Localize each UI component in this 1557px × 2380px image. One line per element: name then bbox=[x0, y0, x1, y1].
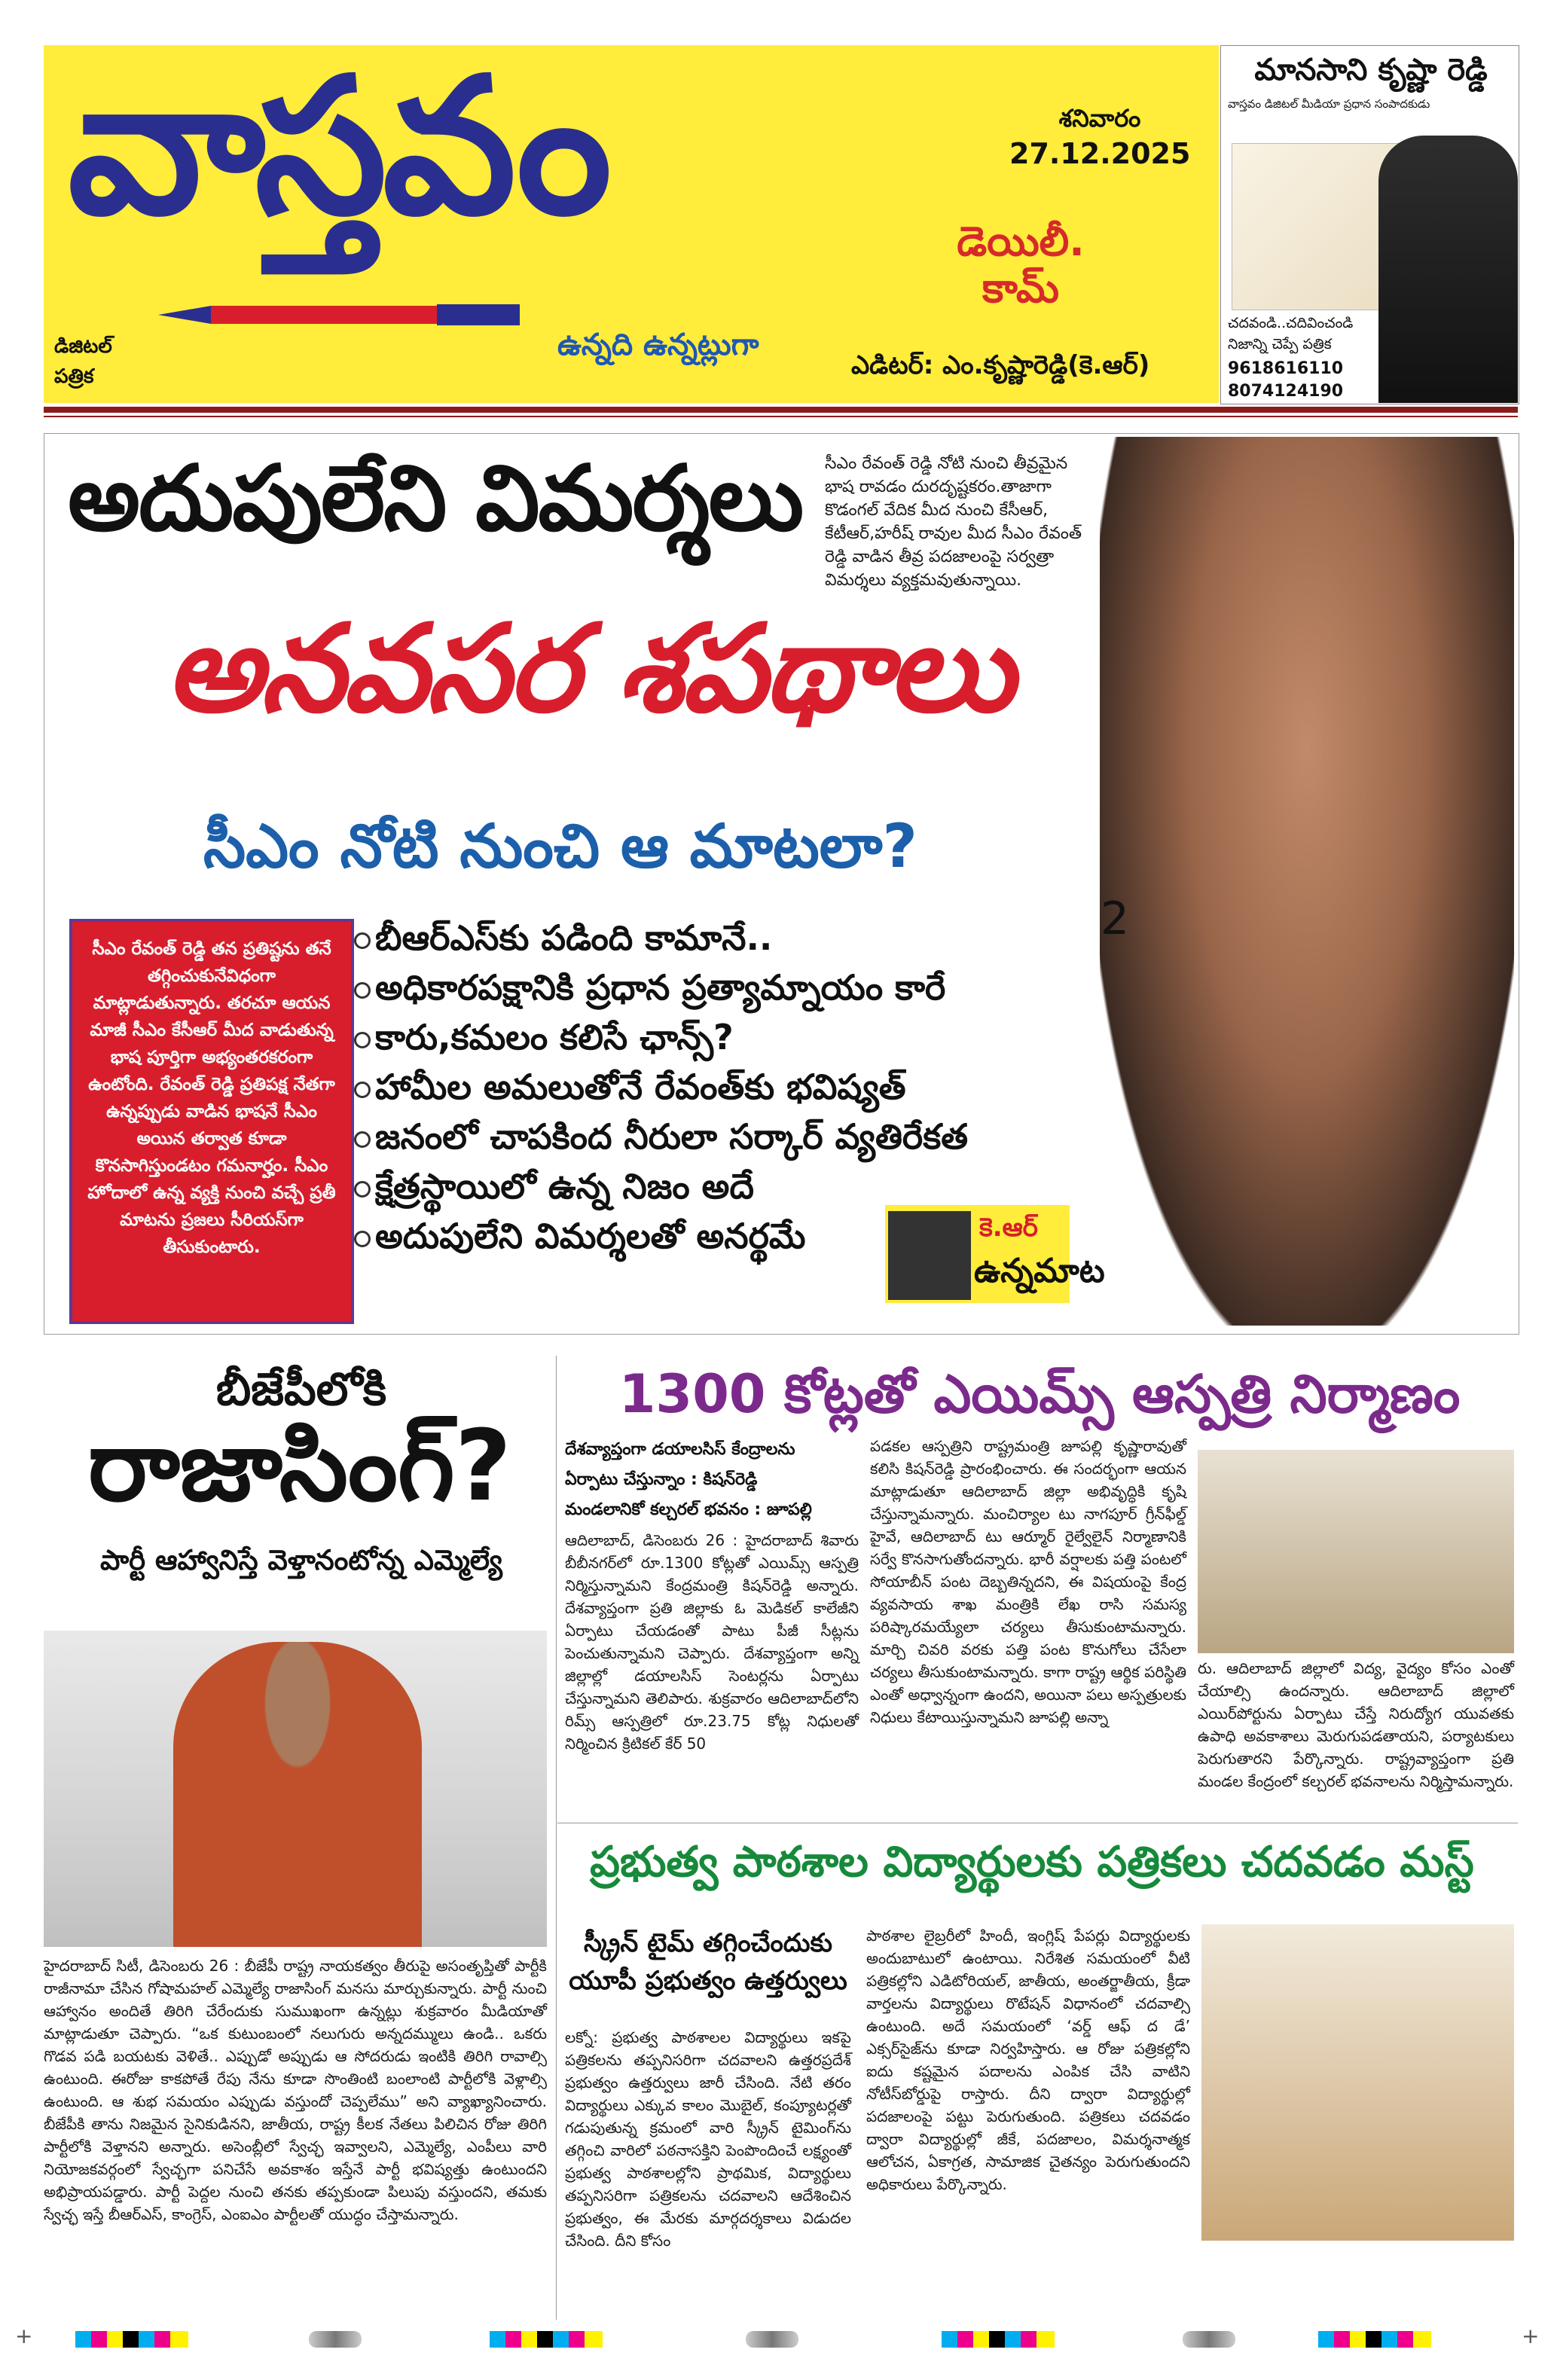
bullet-item: అధికారపక్షానికి ప్రధాన ప్రత్యామ్నాయం కారే bbox=[354, 965, 1183, 1010]
education-body-col2: పాఠశాల లైబ్రరీలో హిందీ, ఇంగ్లిష్ పేపర్లు విద్యార్థులకు అందుబాటులో ఉంటాయి. నిరేశిత సమయంలో వీటి పత్రికల్లోని ఎడిటోరియల్, జాతీయ, అంతర్జాతీయ, క్రీడా వార్తలను విద్యార్థులు రొటేషన్ విధానంలో చదవాల్సి ఉంటుంది. అదే సమయంలో ‘వర్డ్ ఆఫ్ ద డే’ ఎక్సర్‌సైజ్‌ను కూడా నిర్వహిస్తారు. ఆ రోజు పత్రికల్లోని ఐదు కష్టమైన పదాలను ఎంపిక చేసి వాటిని నోటీస్‌బోర్డుపై రాస్తారు. దీని ద్వారా విద్యార్థుల్లో పదజాలంపై పట్టు పెరుగుతుంది. పత్రికలు చదవడం ద్వారా విద్యార్థుల్లో జీకే, పదజాలం, విమర్శనాత్మక ఆలోచన, ఏకాగ్రత, సామాజిక చైతన్యం పెరుగుతుందని అధికారులు పేర్కొన్నారు. bbox=[866, 1927, 1190, 2193]
daily-label: డెయిలీ. కామ్ bbox=[957, 218, 1085, 312]
gray-bar bbox=[1183, 2331, 1235, 2348]
lead-headline-3: సీఎం నోటి నుంచి ఆ మాటలా? bbox=[203, 811, 917, 881]
masthead-rule bbox=[44, 407, 1518, 413]
aiims-body-col3: రు. ఆదిలాబాద్ జిల్లాలో విద్య, వైద్యం కోసం ఎంతో చేయాల్సి ఉందన్నారు. ఆదిలాబాద్ జిల్లాలో ఎయిర్‌పోర్టును ఏర్పాటు చేస్తే నిరుద్యోగ యువతకు ఉపాధి అవకాశాలు మెరుగుపడతాయని, పర్యాటకులు పెరుగుతారని పేర్కొన్నారు. రాష్ట్రవ్యాప్తంగా ప్రతి మండల కేంద్రంలో కల్చరల్ భవనాలను నిర్మిస్తామన్నారు. bbox=[1198, 1659, 1514, 1790]
aiims-body-col2: పడకల ఆస్పత్రిని రాష్ట్రమంత్రి జూపల్లి కృష్ణారావుతో కలిసి కిషన్‌రెడ్డి ప్రారంభించారు. ఈ సందర్భంగా ఆయన మాట్లాడుతూ ఆదిలాబాద్ జిల్లా అభివృద్ధికి కృషి చేస్తున్నామన్నారు. మంచిర్యాల టు నాగపూర్ గ్రీన్‌ఫీల్డ్ హైవే, ఆదిలాబాద్ టు ఆర్మూర్ రైల్వేలైన్ నిర్మాణానికి సర్వే కొనసాగుతోందన్నారు. భారీ వర్షాలకు పత్తి పంటలో సోయాబీన్ పంట దెబ్బతిన్నదని, ఈ విషయంపై కేంద్ర వ్యవసాయ శాఖ మంత్రికి లేఖ రాసి సమస్య పరిష్కారమయ్యేలా చర్యలు తీసుకుంటామన్నారు. మార్చి చివరి వరకు పత్తి పంట కొనుగోలు చేసేలా చర్యలు తీసుకుంటామన్నారు. కాగా రాష్ట్ర ఆర్థిక పరిస్థితి ఎంతో అధ్వాన్నంగా ఉందని, అయినా పలు అస్పత్రులకు నిధులు కేటాయిస్తున్నామని జూపల్లి అన్నా bbox=[870, 1437, 1186, 1726]
newspaper-logo: వాస్తవం bbox=[68, 37, 608, 256]
rajasingh-body: హైదరాబాద్ సిటీ, డిసెంబరు 26 : బీజేపీ రాష్ట్ర నాయకత్వం తీరుపై అసంతృప్తితో పార్టీకి రాజీనామా చేసిన గోషామహల్ ఎమ్మెల్యే రాజాసింగ్ మనసు మార్చుకున్నారు. పార్టీ నుంచి ఆహ్వానం అందితే తిరిగి చేరేందుకు సుముఖంగా ఉన్నట్లు శుక్రవారం మీడియాతో మాట్లాడుతూ చెప్పారు. “ఒక కుటుంబంలో నలుగురు అన్నదమ్ములు ఉండి.. ఒకరు గొడవ పడి బయటకు వెళితే.. ఎప్పుడో అప్పుడు ఆ సోదరుడు ఇంటికి తిరిగి రావాల్సి ఉంటుంది. ఈరోజు కాకపోతే రేపు నేను కూడా సొంతింటి బంలాంటి పార్టీలోకి వెళ్లాల్సి ఉంటుంది. ఆ శుభ సమయం ఎప్పుడు వస్తుందో చెప్పలేము” అని వ్యాఖ్యానించారు. బీజేపీకి తాను నిజమైన సైనికుడినని, జాతీయ, రాష్ట్ర కీలక నేతలు పిలిచిన రోజు తిరిగి పార్టీలోకి వెళ్తానని అన్నారు. అసెంబ్లీలో స్వేచ్ఛ ఇవ్వాలని, ఎమ్మెల్యే, ఎంపీలు వారి నియోజకవర్గంలో స్వేచ్ఛగా పనిచేసే అవకాశం ఇస్తేనే పార్టీ భవిష్యత్తు ఉంటుందని అభిప్రాయపడ్డారు. పార్టీ పెద్దల నుంచి తనకు తప్పకుండా పిలుపు వస్తుందని, తమకు స్వేచ్ఛ ఇస్తే బీఆర్ఎస్, కాంగ్రెస్, ఎంఐఎం పార్టీలతో యుద్ధం చేస్తామన్నారు. bbox=[44, 1957, 547, 2223]
ad-phone-1: 9618616110 bbox=[1228, 359, 1344, 378]
columnist-photo bbox=[888, 1211, 971, 1300]
aiims-photo bbox=[1198, 1450, 1514, 1653]
rajasingh-subheadline: పార్టీ ఆహ్వానిస్తే వెళ్తానంటోన్న ఎమ్మెల్యే bbox=[100, 1544, 502, 1576]
education-subhead-2: యూపీ ప్రభుత్వం ఉత్తర్వులు bbox=[569, 1966, 847, 1996]
rajasingh-figure bbox=[173, 1642, 422, 1947]
column-initials: కె.ఆర్ bbox=[979, 1213, 1038, 1243]
day-label: శనివారం bbox=[1058, 104, 1141, 133]
rajasingh-kicker: బీజేపీలోకి bbox=[215, 1363, 387, 1416]
bullet-icon bbox=[354, 1032, 371, 1048]
registration-mark-icon: + bbox=[1522, 2324, 1540, 2348]
date-label: 27.12.2025 bbox=[1009, 137, 1191, 170]
bullet-icon bbox=[354, 1082, 371, 1098]
aiims-subhead-1: దేశవ్యాప్తంగా డయాలసిస్ కేంద్రాలను bbox=[565, 1440, 795, 1459]
ad-name: మానసాని కృష్ణా రెడ్డి bbox=[1254, 53, 1488, 87]
lead-headline-2: అనవసర శపథాలు bbox=[166, 598, 1012, 739]
ad-person-photo bbox=[1378, 136, 1518, 403]
color-bar bbox=[490, 2331, 603, 2348]
lead-sidebar bbox=[69, 919, 354, 1324]
bullet-item: క్షేత్రస్థాయిలో ఉన్న నిజం అదే bbox=[354, 1164, 1183, 1209]
sidebar-text: సీఎం రేవంత్ రెడ్డి తన ప్రతిష్టను తనే తగ్గించుకునేవిధంగా మాట్లాడుతున్నారు. తరచూ ఆయన మాజీ సీఎం కేసీఆర్ మీద వాడుతున్న భాష పూర్తిగా అభ్యంతరకరంగా ఉంటోంది. రేవంత్ రెడ్డి ప్రతిపక్ష నేతగా ఉన్నప్పుడు వాడిన భాషనే సీఎం అయిన తర్వాత కూడా కొనసాగిస్తుండటం గమనార్హం. సీఎం హోదాలో ఉన్న వ్యక్తి నుంచి వచ్చే ప్రతీ మాటను ప్రజలు సీరియస్‌గా తీసుకుంటారు. bbox=[87, 939, 336, 1257]
ad-phone-2: 8074124190 bbox=[1228, 382, 1344, 401]
bullet-icon bbox=[354, 1181, 371, 1198]
gray-bar bbox=[746, 2331, 798, 2348]
page-number: 2 bbox=[1100, 892, 1130, 945]
ad-subtitle: వాస్తవం డిజిటల్ మీడియా ప్రధాన సంపాదకుడు bbox=[1228, 97, 1430, 111]
ad-slogan: చదవండి..చదివించండి నిజాన్ని చెప్పే పత్రిక bbox=[1228, 315, 1354, 352]
aiims-headline: 1300 కోట్లతో ఎయిమ్స్ ఆస్పత్రి నిర్మాణం bbox=[618, 1363, 1461, 1425]
bullet-icon bbox=[354, 1131, 371, 1148]
gray-bar bbox=[309, 2331, 362, 2348]
editor-label: ఎడిటర్: ఎం.కృష్ణారెడ్డి(కె.ఆర్) bbox=[851, 350, 1150, 380]
education-subhead-1: స్క్రీన్ టైమ్ తగ్గించేందుకు bbox=[583, 1928, 832, 1958]
bullet-item: అదుపులేని విమర్శలతో అనర్థమే bbox=[354, 1213, 1183, 1259]
department-label: డిజిటల్ పత్రిక bbox=[54, 335, 112, 388]
registration-mark-icon: + bbox=[15, 2324, 33, 2348]
tagline: ఉన్నది ఉన్నట్లుగా bbox=[557, 328, 759, 362]
education-subheads bbox=[565, 1924, 851, 2000]
bullet-icon bbox=[354, 1231, 371, 1247]
aiims-subhead-3: మండలానికో కల్చరల్ భవనం : జూపల్లి bbox=[565, 1500, 812, 1519]
column-name: ఉన్నమాట bbox=[974, 1252, 1105, 1290]
bullet-item: కారు,కమలం కలిసే ఛాన్స్? bbox=[354, 1015, 1183, 1060]
bullet-item: బీఆర్ఎస్‌కు పడింది కామానే.. bbox=[354, 915, 1183, 960]
masthead-rule-thin bbox=[44, 416, 1518, 417]
color-bar bbox=[942, 2331, 1055, 2348]
bullet-item: జనంలో చాపకింద నీరులా సర్కార్ వ్యతిరేకత bbox=[354, 1114, 1183, 1159]
aiims-subhead-2: ఏర్పాటు చేస్తున్నాం : కిషన్‌రెడ్డి bbox=[565, 1470, 758, 1489]
aiims-subheads bbox=[565, 1435, 859, 1525]
rajasingh-headline: రాజాసింగ్? bbox=[87, 1408, 512, 1523]
lead-headline-1: అదుపులేని విమర్శలు bbox=[68, 447, 803, 551]
bullet-icon bbox=[354, 932, 371, 949]
education-headline: ప్రభుత్వ పాఠశాల విద్యార్థులకు పత్రికలు చదవడం మస్ట్ bbox=[590, 1838, 1474, 1887]
column-badge bbox=[885, 1205, 1105, 1303]
lead-intro: సీఎం రేవంత్ రెడ్డి నోటి నుంచి తీవ్రమైన భాష రావడం దురదృష్టకరం.తాజాగా కొడంగల్ వేదిక మీద నుంచి కేసీఆర్, కేటీఆర్,హరీష్ రావుల మీద సీఎం రేవంత్ రెడ్డి వాడిన తీవ్ర పదజాలంపై సర్వత్రా విమర్శలు వ్యక్తమవుతున్నాయి. bbox=[825, 454, 1082, 590]
education-body-col1: లక్నో: ప్రభుత్వ పాఠశాలల విద్యార్థులు ఇకపై పత్రికలను తప్పనిసరిగా చదవాలని ఉత్తరప్రదేశ్ ప్రభుత్వం ఉత్తర్వులు జారీ చేసింది. నేటి తరం విద్యార్థులు ఎక్కువ కాలం మొబైల్, కంప్యూటర్లతో గడుపుతున్న క్రమంలో వారి స్క్రీన్ టైమింగ్‌ను తగ్గించి వారిలో పఠనాసక్తిని పెంపొందించే లక్ష్యంతో ప్రభుత్వ పాఠశాలల్లోని ప్రాథమిక, విద్యార్థులు తప్పనిసరిగా పత్రికలను చదవాలని ఆదేశించిన ప్రభుత్వం, ఈ మేరకు మార్గదర్శకాలు విడుదల చేసింది. దీని కోసం bbox=[565, 2028, 851, 2250]
bullet-icon bbox=[354, 982, 371, 999]
color-bar bbox=[75, 2331, 188, 2348]
ad-phone-numbers bbox=[1228, 358, 1394, 403]
education-photo bbox=[1201, 1924, 1514, 2241]
color-bar bbox=[1318, 2331, 1431, 2348]
aiims-body-col1: ఆదిలాబాద్, డిసెంబరు 26 : హైదరాబాద్ శివారు బీబీనగర్‌లో రూ.1300 కోట్లతో ఎయిమ్స్ ఆస్పత్రి నిర్మిస్తున్నామని కేంద్రమంత్రి కిషన్‌రెడ్డి అన్నారు. దేశవ్యాప్తంగా ప్రతి జిల్లాకు ఓ మెడికల్ కాలేజీని ఏర్పాటు చేయడంతో పాటు పీజీ సీట్లను పెంచుతున్నామని చెప్పారు. దేశవ్యాప్తంగా అన్ని జిల్లాల్లో డయాలసిస్ సెంటర్లను ఏర్పాటు చేస్తున్నామని తెలిపారు. శుక్రవారం ఆదిలాబాద్‌లోని రిమ్స్ ఆస్పత్రిలో రూ.23.75 కోట్ల నిధులతో నిర్మించిన క్రిటికల్ కేర్ 50 bbox=[565, 1531, 859, 1753]
bullet-item: హామీల అమలుతోనే రేవంత్‌కు భవిష్యత్ bbox=[354, 1064, 1183, 1109]
pen-nib-icon bbox=[158, 301, 520, 328]
